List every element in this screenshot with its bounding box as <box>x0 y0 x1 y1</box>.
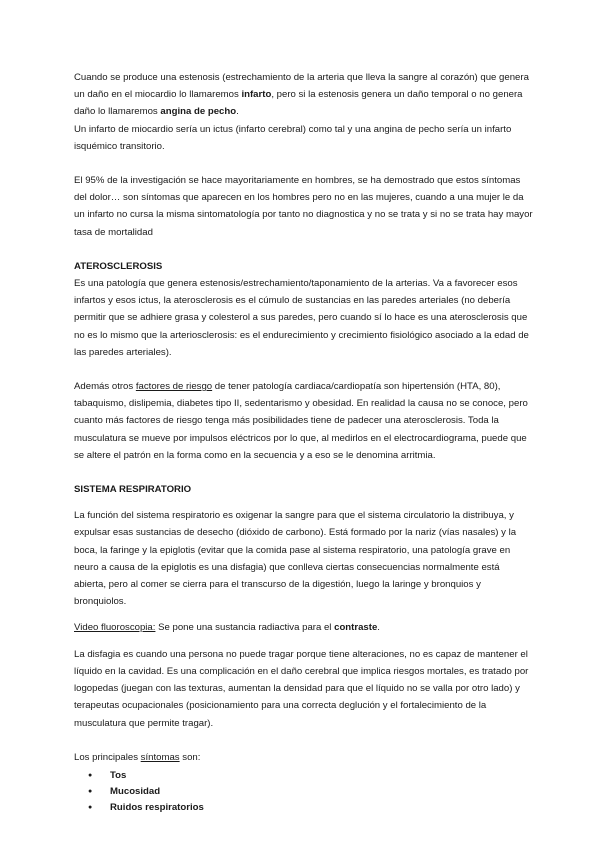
list-item: ● Ruidos respiratorios <box>74 800 534 816</box>
disfagia-paragraph: La disfagia es cuando una persona no puede tragar porque tiene alteraciones, no es capaz de mantener el líquido en la cavidad. Es una complicación en el daño cerebral que implica riesgos mortales, es tratado por logopedas (juegan con las texturas, aumentan la densidad para que el líquido no se valla por otro lado) y terapeutas ocupacionales (posicionamiento para una correcta deglución y el fortalecimiento de la musculatura que permite tragar). <box>74 648 529 729</box>
heading-sistema-respiratorio: SISTEMA RESPIRATORIO <box>74 484 192 496</box>
underlined-term-sintomas: síntomas <box>140 751 180 763</box>
list-item: ● Mucosidad <box>74 784 534 800</box>
text-run: , pero si la estenosis genera un daño temporal o no genera daño lo llamaremos <box>74 89 523 118</box>
intro-paragraph-1 <box>74 69 534 121</box>
text-run: Se pone una sustancia radiactiva para el <box>155 622 335 634</box>
text-run: Los principales <box>74 751 141 763</box>
bold-term-infarto: infarto <box>241 89 272 101</box>
underlined-term-factores: factores de riesgo <box>135 381 213 393</box>
bold-term-angina: angina de pecho <box>160 106 237 118</box>
video-fluoroscopia-paragraph <box>74 619 534 636</box>
underlined-term-video: Video fluoroscopia: <box>74 622 156 634</box>
text-run: de tener patología cardiaca/cardiopatía son hipertensión (HTA, 80), tabaquismo, dislipemia, diabetes tipo II, sedentarismo y obesidad. En realidad la causa no se conoce, pero cuanto más factores de riesgo tenga más posibilidades tiene de padecer una aterosclerosis. Toda la musculatura se mueve por impulsos eléctricos por lo que, al medirlos en el electrocardiograma, puede que se altere el patrón en la forma como en la secuencia y a eso se le denomina arritmia. <box>74 381 528 461</box>
resp-paragraph-1: La función del sistema respiratorio es oxigenar la sangre para que el sistema circulatorio la distribuya, y expulsar esas sustancias de desecho (dióxido de carbono). Está formado por la nariz (vías nasales) y la boca, la faringe y la epiglotis (evitar que la comida pase al sistema respiratorio, una patología grave en neuro a causa de la epiglotis es una disfagia) que conlleva ciertas consecuencias normalmente está abierta, pero al comer se cierra para el transcurso de la digestión, luego la laringe y bronquios y bronquiolos. <box>74 510 517 608</box>
text-run: Cuando se produce una estenosis (estrechamiento de la arteria que lleva la sangre al corazón) que genera un daño en el miocardio lo llamaremos <box>74 72 529 101</box>
text-run: . <box>377 622 380 634</box>
document-body <box>74 69 534 816</box>
list-item: ● Tos <box>74 768 534 784</box>
symptoms-list <box>74 768 534 816</box>
text-run: Además otros <box>74 381 136 393</box>
intro-paragraph-2: Un infarto de miocardio sería un ictus (infarto cerebral) como tal y una angina de pecho sería un infarto isquémico transitorio. <box>74 123 512 152</box>
heading-aterosclerosis: ATEROSCLEROSIS <box>74 260 163 272</box>
text-run: son: <box>179 751 201 763</box>
text-run: . <box>236 106 239 118</box>
intro-paragraph-3: El 95% de la investigación se hace mayoritariamente en hombres, se ha demostrado que estos síntomas del dolor… son síntomas que aparecen en los hombres pero no en las mujeres, cuando a una mujer le da un infarto no cursa la misma sintomatología por tanto no diagnostica y no se trata y si no se trata hay mayor tasa de mortalidad <box>74 175 533 238</box>
bold-term-contraste: contraste <box>334 622 378 634</box>
symptoms-intro <box>74 749 534 766</box>
atero-paragraph-1: Es una patología que genera estenosis/estrechamiento/taponamiento de la arterias. Va a favorecer esos infartos y esos ictus, la aterosclerosis es el cúmulo de sustancias en las paredes arteriales (no debería permitir que se adhiere grasa y colesterol a sus paredes, pero cuando sí lo hace es una aterosclerosis que no es lo mismo que la arteriosclerosis: es el endurecimiento y crecimiento fisiológico asociado a la edad de las paredes arteriales). <box>74 278 529 358</box>
atero-paragraph-2 <box>74 378 534 464</box>
